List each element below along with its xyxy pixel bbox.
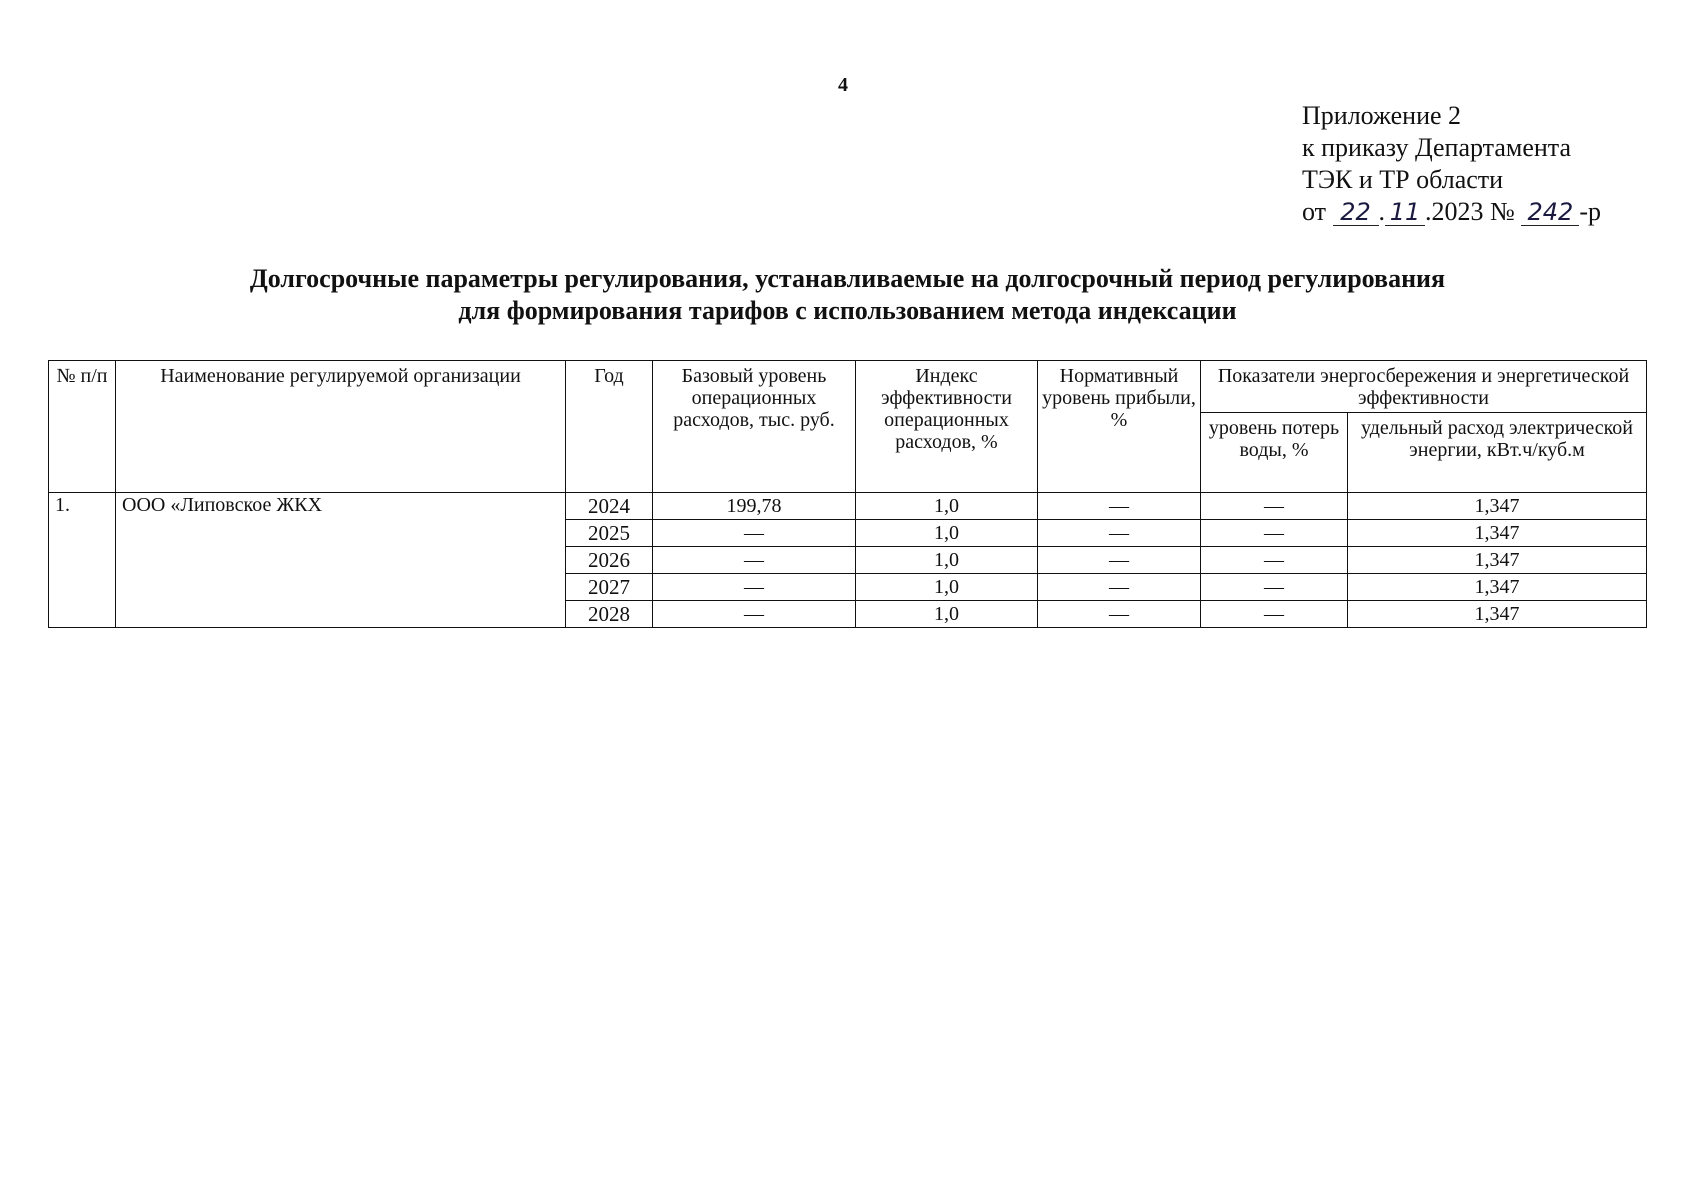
order-suffix: -р xyxy=(1579,197,1602,226)
cell-base-opex: — xyxy=(653,574,856,601)
cell-profit: — xyxy=(1038,520,1201,547)
cell-water-loss: — xyxy=(1201,574,1348,601)
cell-efficiency-index: 1,0 xyxy=(856,574,1038,601)
row-number: 1. xyxy=(49,493,116,628)
cell-year: 2024 xyxy=(566,493,653,520)
appendix-date-line: от 22 . 11 .2023 № 242 -р xyxy=(1302,197,1602,226)
title-line-1: Долгосрочные параметры регулирования, устанавливаемые на долгосрочный период регулирования xyxy=(249,264,1446,293)
cell-year: 2027 xyxy=(566,574,653,601)
date-prefix: от xyxy=(1302,197,1327,226)
cell-year: 2028 xyxy=(566,601,653,628)
header-base-opex: Базовый уровень операционных расходов, тыс. руб. xyxy=(653,361,856,493)
document-title xyxy=(0,263,1695,327)
cell-efficiency-index: 1,0 xyxy=(856,520,1038,547)
cell-base-opex: — xyxy=(653,547,856,574)
cell-efficiency-index: 1,0 xyxy=(856,601,1038,628)
organization-name: ООО «Липовское ЖКХ xyxy=(116,493,566,628)
cell-electricity: 1,347 xyxy=(1348,547,1647,574)
date-year-number-sign: .2023 № xyxy=(1425,197,1515,226)
cell-base-opex: 199,78 xyxy=(653,493,856,520)
header-org: Наименование регулируемой организации xyxy=(116,361,566,493)
cell-electricity: 1,347 xyxy=(1348,493,1647,520)
cell-water-loss: — xyxy=(1201,601,1348,628)
appendix-order-ref: к приказу Департамента xyxy=(1302,133,1572,162)
header-water-loss: уровень потерь воды, % xyxy=(1201,413,1348,493)
cell-base-opex: — xyxy=(653,520,856,547)
header-electricity: удельный расход электрической энергии, кВт.ч/куб.м xyxy=(1348,413,1647,493)
cell-efficiency-index: 1,0 xyxy=(856,547,1038,574)
cell-year: 2025 xyxy=(566,520,653,547)
cell-base-opex: — xyxy=(653,601,856,628)
appendix-block xyxy=(1302,100,1601,228)
header-energy-group: Показатели энергосбережения и энергетической эффективности xyxy=(1201,361,1647,413)
handwritten-day: 22 xyxy=(1333,199,1379,226)
cell-profit: — xyxy=(1038,601,1201,628)
cell-profit: — xyxy=(1038,574,1201,601)
table-row xyxy=(49,493,1647,520)
cell-water-loss: — xyxy=(1201,520,1348,547)
cell-water-loss: — xyxy=(1201,493,1348,520)
cell-profit: — xyxy=(1038,493,1201,520)
cell-electricity: 1,347 xyxy=(1348,520,1647,547)
header-year: Год xyxy=(566,361,653,493)
header-profit: Нормативный уровень прибыли, % xyxy=(1038,361,1201,493)
title-line-2: для формирования тарифов с использованием метода индексации xyxy=(458,296,1237,325)
cell-water-loss: — xyxy=(1201,547,1348,574)
handwritten-order-number: 242 xyxy=(1521,199,1579,226)
header-num: № п/п xyxy=(49,361,116,493)
appendix-department: ТЭК и ТР области xyxy=(1302,165,1504,194)
appendix-title: Приложение 2 xyxy=(1302,101,1462,130)
header-efficiency-index: Индекс эффективности операционных расходов, % xyxy=(856,361,1038,493)
cell-electricity: 1,347 xyxy=(1348,601,1647,628)
handwritten-month: 11 xyxy=(1385,199,1425,226)
cell-efficiency-index: 1,0 xyxy=(856,493,1038,520)
parameters-table xyxy=(48,360,1647,628)
cell-profit: — xyxy=(1038,547,1201,574)
cell-year: 2026 xyxy=(566,547,653,574)
page-number: 4 xyxy=(838,74,848,96)
cell-electricity: 1,347 xyxy=(1348,574,1647,601)
